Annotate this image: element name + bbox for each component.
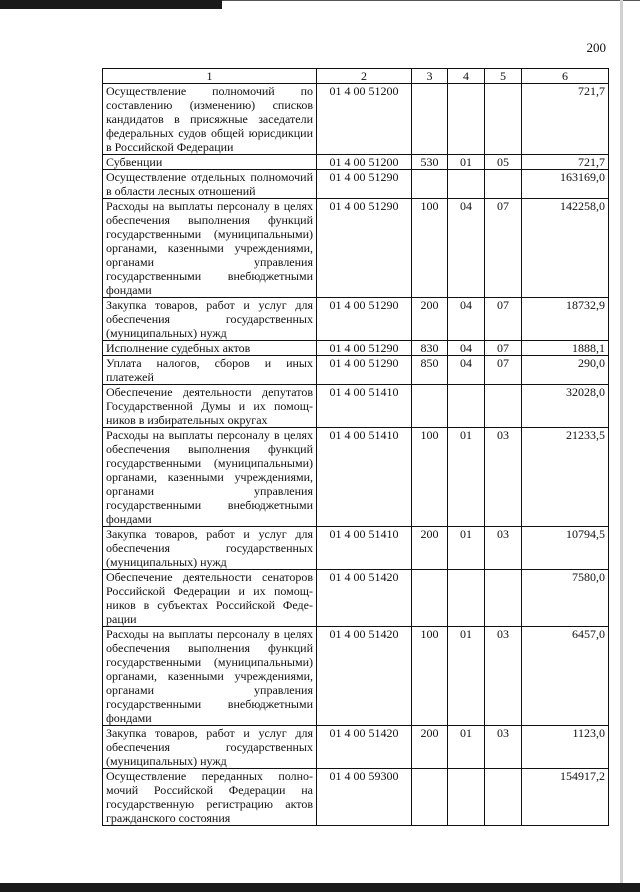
table-row <box>103 527 609 570</box>
cell-expense-type <box>412 170 448 199</box>
cell-target-code: 01 4 00 51420 <box>317 726 412 769</box>
table-row <box>103 199 609 298</box>
cell-section: 01 <box>448 627 485 726</box>
cell-subsection: 07 <box>485 199 522 298</box>
cell-section: 04 <box>448 298 485 341</box>
cell-expense-type <box>412 84 448 155</box>
table-row <box>103 155 609 170</box>
cell-subsection: 03 <box>485 428 522 527</box>
cell-amount: 21233,5 <box>522 428 609 527</box>
cell-amount: 6457,0 <box>522 627 609 726</box>
cell-expense-type <box>412 769 448 826</box>
cell-section <box>448 570 485 627</box>
cell-subsection <box>485 385 522 428</box>
column-header-rz: 4 <box>448 69 485 84</box>
table-header-row <box>103 69 609 84</box>
cell-target-code: 01 4 00 51410 <box>317 428 412 527</box>
table-row <box>103 428 609 527</box>
cell-name: Обеспечение деятельности сенаторов Российской Федерации и их помощников в субъектах Российской Федерации <box>103 570 317 627</box>
cell-expense-type: 850 <box>412 356 448 385</box>
cell-subsection <box>485 570 522 627</box>
cell-target-code: 01 4 00 51290 <box>317 356 412 385</box>
cell-section <box>448 385 485 428</box>
cell-target-code: 01 4 00 51410 <box>317 385 412 428</box>
cell-amount: 721,7 <box>522 155 609 170</box>
cell-target-code: 01 4 00 51420 <box>317 627 412 726</box>
cell-expense-type: 200 <box>412 298 448 341</box>
cell-expense-type: 200 <box>412 527 448 570</box>
cell-subsection: 03 <box>485 627 522 726</box>
table-row <box>103 356 609 385</box>
cell-expense-type: 200 <box>412 726 448 769</box>
cell-subsection: 03 <box>485 527 522 570</box>
cell-target-code: 01 4 00 51410 <box>317 527 412 570</box>
cell-expense-type: 830 <box>412 341 448 356</box>
cell-amount: 10794,5 <box>522 527 609 570</box>
cell-expense-type <box>412 385 448 428</box>
cell-name: Субвенции <box>103 155 317 170</box>
cell-name: Расходы на выплаты персоналу в целях обеспечения выполнения функций государственными (муниципальными) органами, казенными учреждениями, органами управления государственными внебюджетными фондами <box>103 627 317 726</box>
cell-expense-type: 100 <box>412 199 448 298</box>
cell-expense-type <box>412 570 448 627</box>
cell-section: 04 <box>448 341 485 356</box>
page-number: 200 <box>586 40 606 55</box>
cell-amount: 154917,2 <box>522 769 609 826</box>
cell-amount: 721,7 <box>522 84 609 155</box>
scan-border-top <box>0 0 222 9</box>
cell-section: 04 <box>448 199 485 298</box>
cell-section: 01 <box>448 155 485 170</box>
cell-subsection: 07 <box>485 341 522 356</box>
cell-section: 01 <box>448 527 485 570</box>
table-row <box>103 769 609 826</box>
table-row <box>103 627 609 726</box>
column-header-pr: 5 <box>485 69 522 84</box>
cell-subsection: 03 <box>485 726 522 769</box>
cell-name: Исполнение судебных актов <box>103 341 317 356</box>
table-row <box>103 170 609 199</box>
cell-amount: 290,0 <box>522 356 609 385</box>
cell-section <box>448 84 485 155</box>
column-header-name: 1 <box>103 69 317 84</box>
cell-subsection: 07 <box>485 298 522 341</box>
column-header-csr: 2 <box>317 69 412 84</box>
cell-name: Осуществление переданных полномочий Российской Федерации на государственную регистрацию актов гражданского состояния <box>103 769 317 826</box>
cell-subsection <box>485 84 522 155</box>
cell-amount: 1888,1 <box>522 341 609 356</box>
column-header-sum: 6 <box>522 69 609 84</box>
cell-amount: 163169,0 <box>522 170 609 199</box>
table-row <box>103 298 609 341</box>
cell-name: Осуществление полномочий по составлению (изменению) списков кандидатов в присяжные заседатели федеральных судов общей юрисдикции в Российской Федерации <box>103 84 317 155</box>
cell-subsection <box>485 170 522 199</box>
cell-expense-type: 100 <box>412 428 448 527</box>
cell-name: Закупка товаров, работ и услуг для обеспечения государственных (муниципальных) нужд <box>103 298 317 341</box>
cell-amount: 1123,0 <box>522 726 609 769</box>
cell-subsection: 05 <box>485 155 522 170</box>
cell-section <box>448 769 485 826</box>
cell-subsection <box>485 769 522 826</box>
cell-name: Закупка товаров, работ и услуг для обеспечения государственных (муниципальных) нужд <box>103 726 317 769</box>
table-body <box>103 84 609 826</box>
cell-target-code: 01 4 00 51200 <box>317 155 412 170</box>
cell-expense-type: 530 <box>412 155 448 170</box>
cell-target-code: 01 4 00 51420 <box>317 570 412 627</box>
cell-amount: 142258,0 <box>522 199 609 298</box>
scan-border-bottom <box>0 883 640 892</box>
column-header-vr: 3 <box>412 69 448 84</box>
budget-table <box>102 68 609 826</box>
cell-target-code: 01 4 00 51200 <box>317 84 412 155</box>
cell-name: Расходы на выплаты персоналу в целях обеспечения выполнения функций государственными (муниципальными) органами, казенными учреждениями, органами управления государственными внебюджетными фондами <box>103 428 317 527</box>
cell-name: Расходы на выплаты персоналу в целях обеспечения выполнения функций государственными (муниципальными) органами, казенными учреждениями, органами управления государственными внебюджетными фондами <box>103 199 317 298</box>
cell-section: 01 <box>448 428 485 527</box>
cell-amount: 7580,0 <box>522 570 609 627</box>
cell-target-code: 01 4 00 51290 <box>317 298 412 341</box>
cell-target-code: 01 4 00 59300 <box>317 769 412 826</box>
cell-amount: 32028,0 <box>522 385 609 428</box>
table-row <box>103 341 609 356</box>
cell-section: 04 <box>448 356 485 385</box>
cell-name: Уплата налогов, сборов и иных платежей <box>103 356 317 385</box>
cell-subsection: 07 <box>485 356 522 385</box>
cell-name: Обеспечение деятельности депутатов Государственной Думы и их помощников в избирательных округах <box>103 385 317 428</box>
cell-section: 01 <box>448 726 485 769</box>
cell-expense-type: 100 <box>412 627 448 726</box>
cell-target-code: 01 4 00 51290 <box>317 170 412 199</box>
scan-border-top-thin <box>222 0 640 1</box>
cell-target-code: 01 4 00 51290 <box>317 199 412 298</box>
cell-amount: 18732,9 <box>522 298 609 341</box>
table-row <box>103 385 609 428</box>
cell-section <box>448 170 485 199</box>
cell-name: Закупка товаров, работ и услуг для обеспечения государственных (муниципальных) нужд <box>103 527 317 570</box>
cell-name: Осуществление отдельных полномочий в области лесных отношений <box>103 170 317 199</box>
cell-target-code: 01 4 00 51290 <box>317 341 412 356</box>
table-row <box>103 570 609 627</box>
table-row <box>103 726 609 769</box>
scan-border-right <box>620 0 623 892</box>
table-row <box>103 84 609 155</box>
